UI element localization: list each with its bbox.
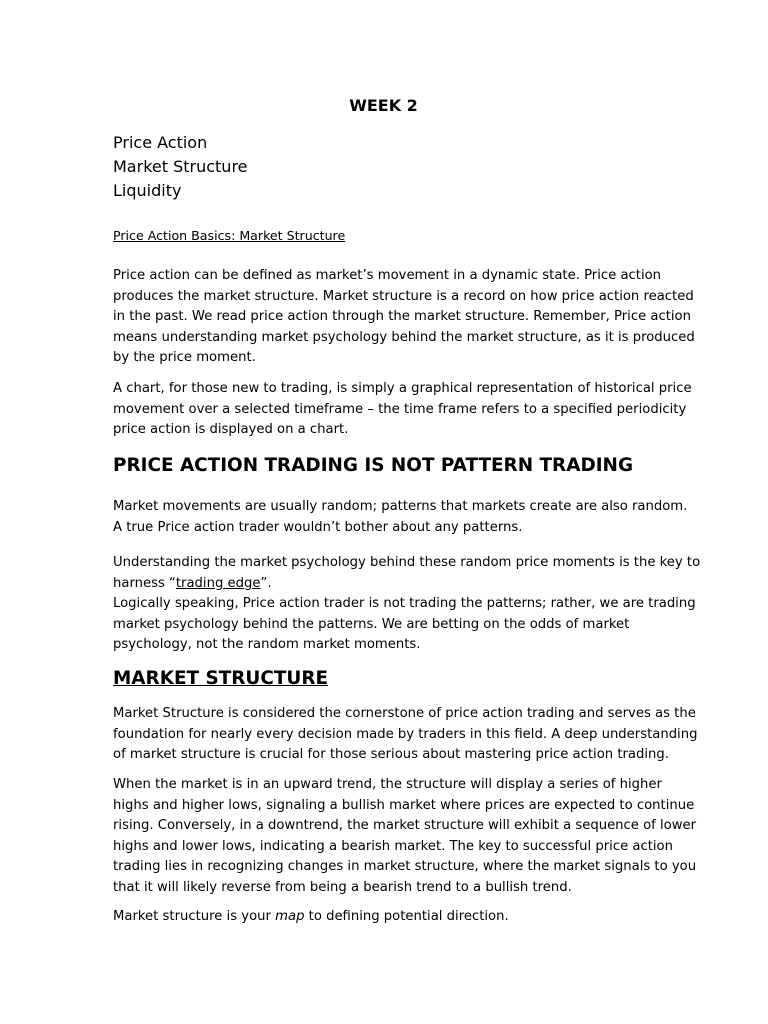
text-line: that it will likely reverse from being a bearish trend to a bullish trend.	[113, 879, 572, 895]
section-subheading: Price Action Basics: Market Structure	[113, 228, 346, 243]
text-line: Logically speaking, Price action trader is not trading the patterns; rather, we are trading	[113, 596, 696, 611]
text-line: means understanding market psychology behind the market structure, as it is produced	[113, 329, 695, 345]
text-line: A true Price action trader wouldn’t bother about any patterns.	[113, 519, 523, 535]
text-line: psychology, not the random market moments.	[113, 637, 421, 652]
text-fragment: harness “	[113, 575, 176, 591]
paragraph-chart-definition	[113, 379, 692, 441]
paragraph-random-movements	[113, 497, 687, 538]
text-line: rising. Conversely, in a downtrend, the market structure will exhibit a sequence of lower	[113, 818, 697, 833]
text-line: highs and higher lows, signaling a bullish market where prices are expected to continue	[113, 797, 695, 813]
text-fragment: Market structure is your	[113, 909, 276, 924]
text-line: Market movements are usually random; patterns that markets create are also random.	[113, 499, 688, 514]
topic-item: Market Structure	[113, 157, 248, 176]
text-line: movement over a selected timeframe – the time frame refers to a specified periodicity	[113, 401, 687, 417]
paragraph-cornerstone	[113, 704, 697, 766]
text-line: market psychology behind the patterns. We are betting on the odds of market	[113, 616, 630, 632]
text-line: price action is displayed on a chart.	[113, 422, 349, 437]
paragraph-market-psychology	[113, 553, 700, 656]
topic-list	[113, 131, 248, 203]
text-line: of market structure is crucial for those serious about mastering price action trading.	[113, 747, 669, 762]
text-line: foundation for nearly every decision made by traders in this field. A deep understanding	[113, 726, 698, 742]
trading-edge-link[interactable]: trading edge	[175, 575, 261, 591]
text-line: Market Structure is considered the cornerstone of price action trading and serves as the	[113, 706, 696, 721]
text-line	[113, 574, 700, 595]
text-line: produces the market structure. Market structure is a record on how price action reacted	[113, 288, 694, 304]
text-line: trading lies in recognizing changes in market structure, where the market signals to you	[113, 859, 697, 874]
heading-not-pattern-trading: PRICE ACTION TRADING IS NOT PATTERN TRADING	[113, 455, 634, 476]
paragraph-price-action-definition	[113, 266, 695, 369]
text-line	[113, 907, 509, 928]
paragraph-trends	[113, 775, 696, 898]
topic-item: Price Action	[113, 133, 208, 152]
paragraph-map	[113, 907, 509, 928]
text-line: Price action can be defined as market’s movement in a dynamic state. Price action	[113, 268, 662, 283]
text-line: in the past. We read price action through the market structure. Remember, Price action	[113, 309, 691, 324]
heading-market-structure: MARKET STRUCTURE	[113, 668, 329, 689]
text-line: highs and lower lows, indicating a bearish market. The key to successful price action	[113, 838, 673, 854]
text-line: Understanding the market psychology behind these random price moments is the key to	[113, 555, 701, 570]
text-fragment: ”.	[260, 575, 272, 591]
text-line: A chart, for those new to trading, is simply a graphical representation of historical price	[113, 381, 692, 396]
text-line: When the market is in an upward trend, the structure will display a series of higher	[113, 777, 662, 792]
text-fragment: to defining potential direction.	[304, 909, 509, 924]
text-line: by the price moment.	[113, 350, 256, 365]
document-title: WEEK 2	[349, 96, 418, 115]
topic-item: Liquidity	[113, 181, 182, 200]
italic-word: map	[275, 909, 305, 924]
